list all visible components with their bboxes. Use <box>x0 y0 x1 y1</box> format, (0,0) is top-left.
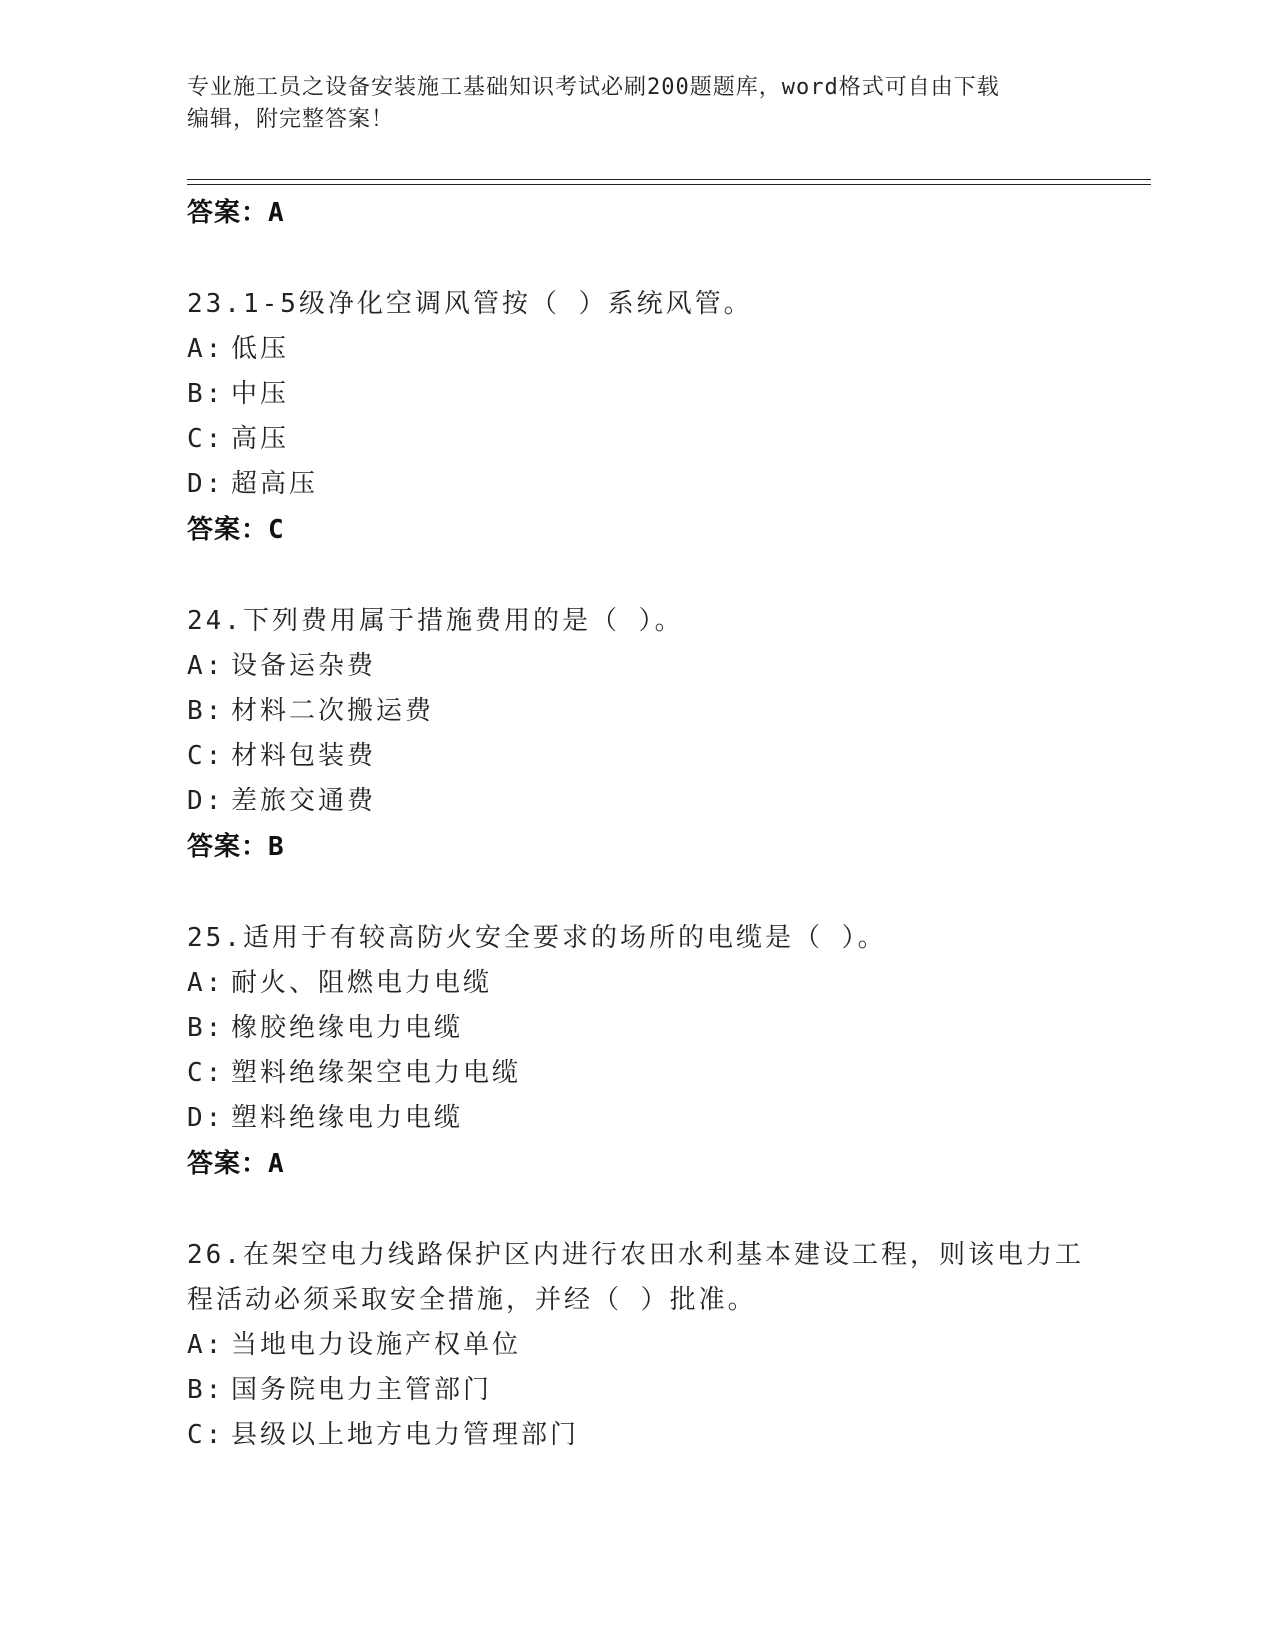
option-text: 材料包装费 <box>231 741 377 771</box>
option-key: B: <box>187 696 225 726</box>
option-text: 当地电力设施产权单位 <box>231 1330 522 1360</box>
option-c <box>187 1051 1087 1096</box>
option-d <box>187 462 1087 507</box>
option-c <box>187 417 1087 462</box>
option-key: C: <box>187 741 225 771</box>
option-key: A: <box>187 968 225 998</box>
header-rule-top <box>187 179 1151 180</box>
option-key: D: <box>187 1103 225 1133</box>
option-text: 中压 <box>231 379 290 409</box>
option-a <box>187 1323 1087 1368</box>
question-stem: 23.1-5级净化空调风管按（ ）系统风管。 <box>187 289 753 319</box>
question-stem-line-2: 程活动必须采取安全措施，并经（ ）批准。 <box>187 1285 757 1315</box>
option-key: A: <box>187 651 225 681</box>
question-stem-line-1: 26.在架空电力线路保护区内进行农田水利基本建设工程，则该电力工 <box>187 1240 1084 1270</box>
option-a <box>187 327 1087 372</box>
question-list <box>187 190 1087 1458</box>
answer-line: 答案：A <box>187 198 285 228</box>
option-a <box>187 961 1087 1006</box>
option-text: 县级以上地方电力管理部门 <box>231 1420 580 1450</box>
answer-line: 答案：C <box>187 515 285 545</box>
option-text: 橡胶绝缘电力电缆 <box>231 1013 464 1043</box>
option-key: D: <box>187 469 225 499</box>
answer-line: 答案：B <box>187 832 285 862</box>
option-b <box>187 1006 1087 1051</box>
option-b <box>187 689 1087 734</box>
header-rule-bottom <box>187 184 1151 185</box>
option-d <box>187 779 1087 824</box>
option-text: 超高压 <box>231 469 319 499</box>
option-key: C: <box>187 1058 225 1088</box>
option-key: B: <box>187 379 225 409</box>
option-text: 国务院电力主管部门 <box>231 1375 493 1405</box>
document-header <box>187 72 1087 136</box>
option-text: 耐火、阻燃电力电缆 <box>231 968 493 998</box>
option-c <box>187 1413 1087 1458</box>
option-text: 高压 <box>231 424 290 454</box>
option-b <box>187 1368 1087 1413</box>
option-d <box>187 1096 1087 1141</box>
option-key: A: <box>187 1330 225 1360</box>
option-key: B: <box>187 1013 225 1043</box>
question-24 <box>187 599 1087 870</box>
question-stem: 25.适用于有较高防火安全要求的场所的电缆是（ ）。 <box>187 923 887 953</box>
option-c <box>187 734 1087 779</box>
question-26 <box>187 1233 1087 1458</box>
option-text: 设备运杂费 <box>231 651 377 681</box>
header-title-line-2: 编辑，附完整答案！ <box>187 107 395 132</box>
option-key: C: <box>187 424 225 454</box>
question-23 <box>187 282 1087 553</box>
question-stem: 24.下列费用属于措施费用的是（ ）。 <box>187 606 684 636</box>
option-text: 差旅交通费 <box>231 786 377 816</box>
option-text: 塑料绝缘电力电缆 <box>231 1103 464 1133</box>
option-text: 塑料绝缘架空电力电缆 <box>231 1058 522 1088</box>
option-a <box>187 644 1087 689</box>
option-key: B: <box>187 1375 225 1405</box>
question-25 <box>187 916 1087 1187</box>
header-title-line-1: 专业施工员之设备安装施工基础知识考试必刷200题题库，word格式可自由下载 <box>187 75 1000 100</box>
option-b <box>187 372 1087 417</box>
answer-line: 答案：A <box>187 1149 285 1179</box>
option-key: A: <box>187 334 225 364</box>
option-text: 低压 <box>231 334 290 364</box>
option-key: C: <box>187 1420 225 1450</box>
option-key: D: <box>187 786 225 816</box>
option-text: 材料二次搬运费 <box>231 696 435 726</box>
